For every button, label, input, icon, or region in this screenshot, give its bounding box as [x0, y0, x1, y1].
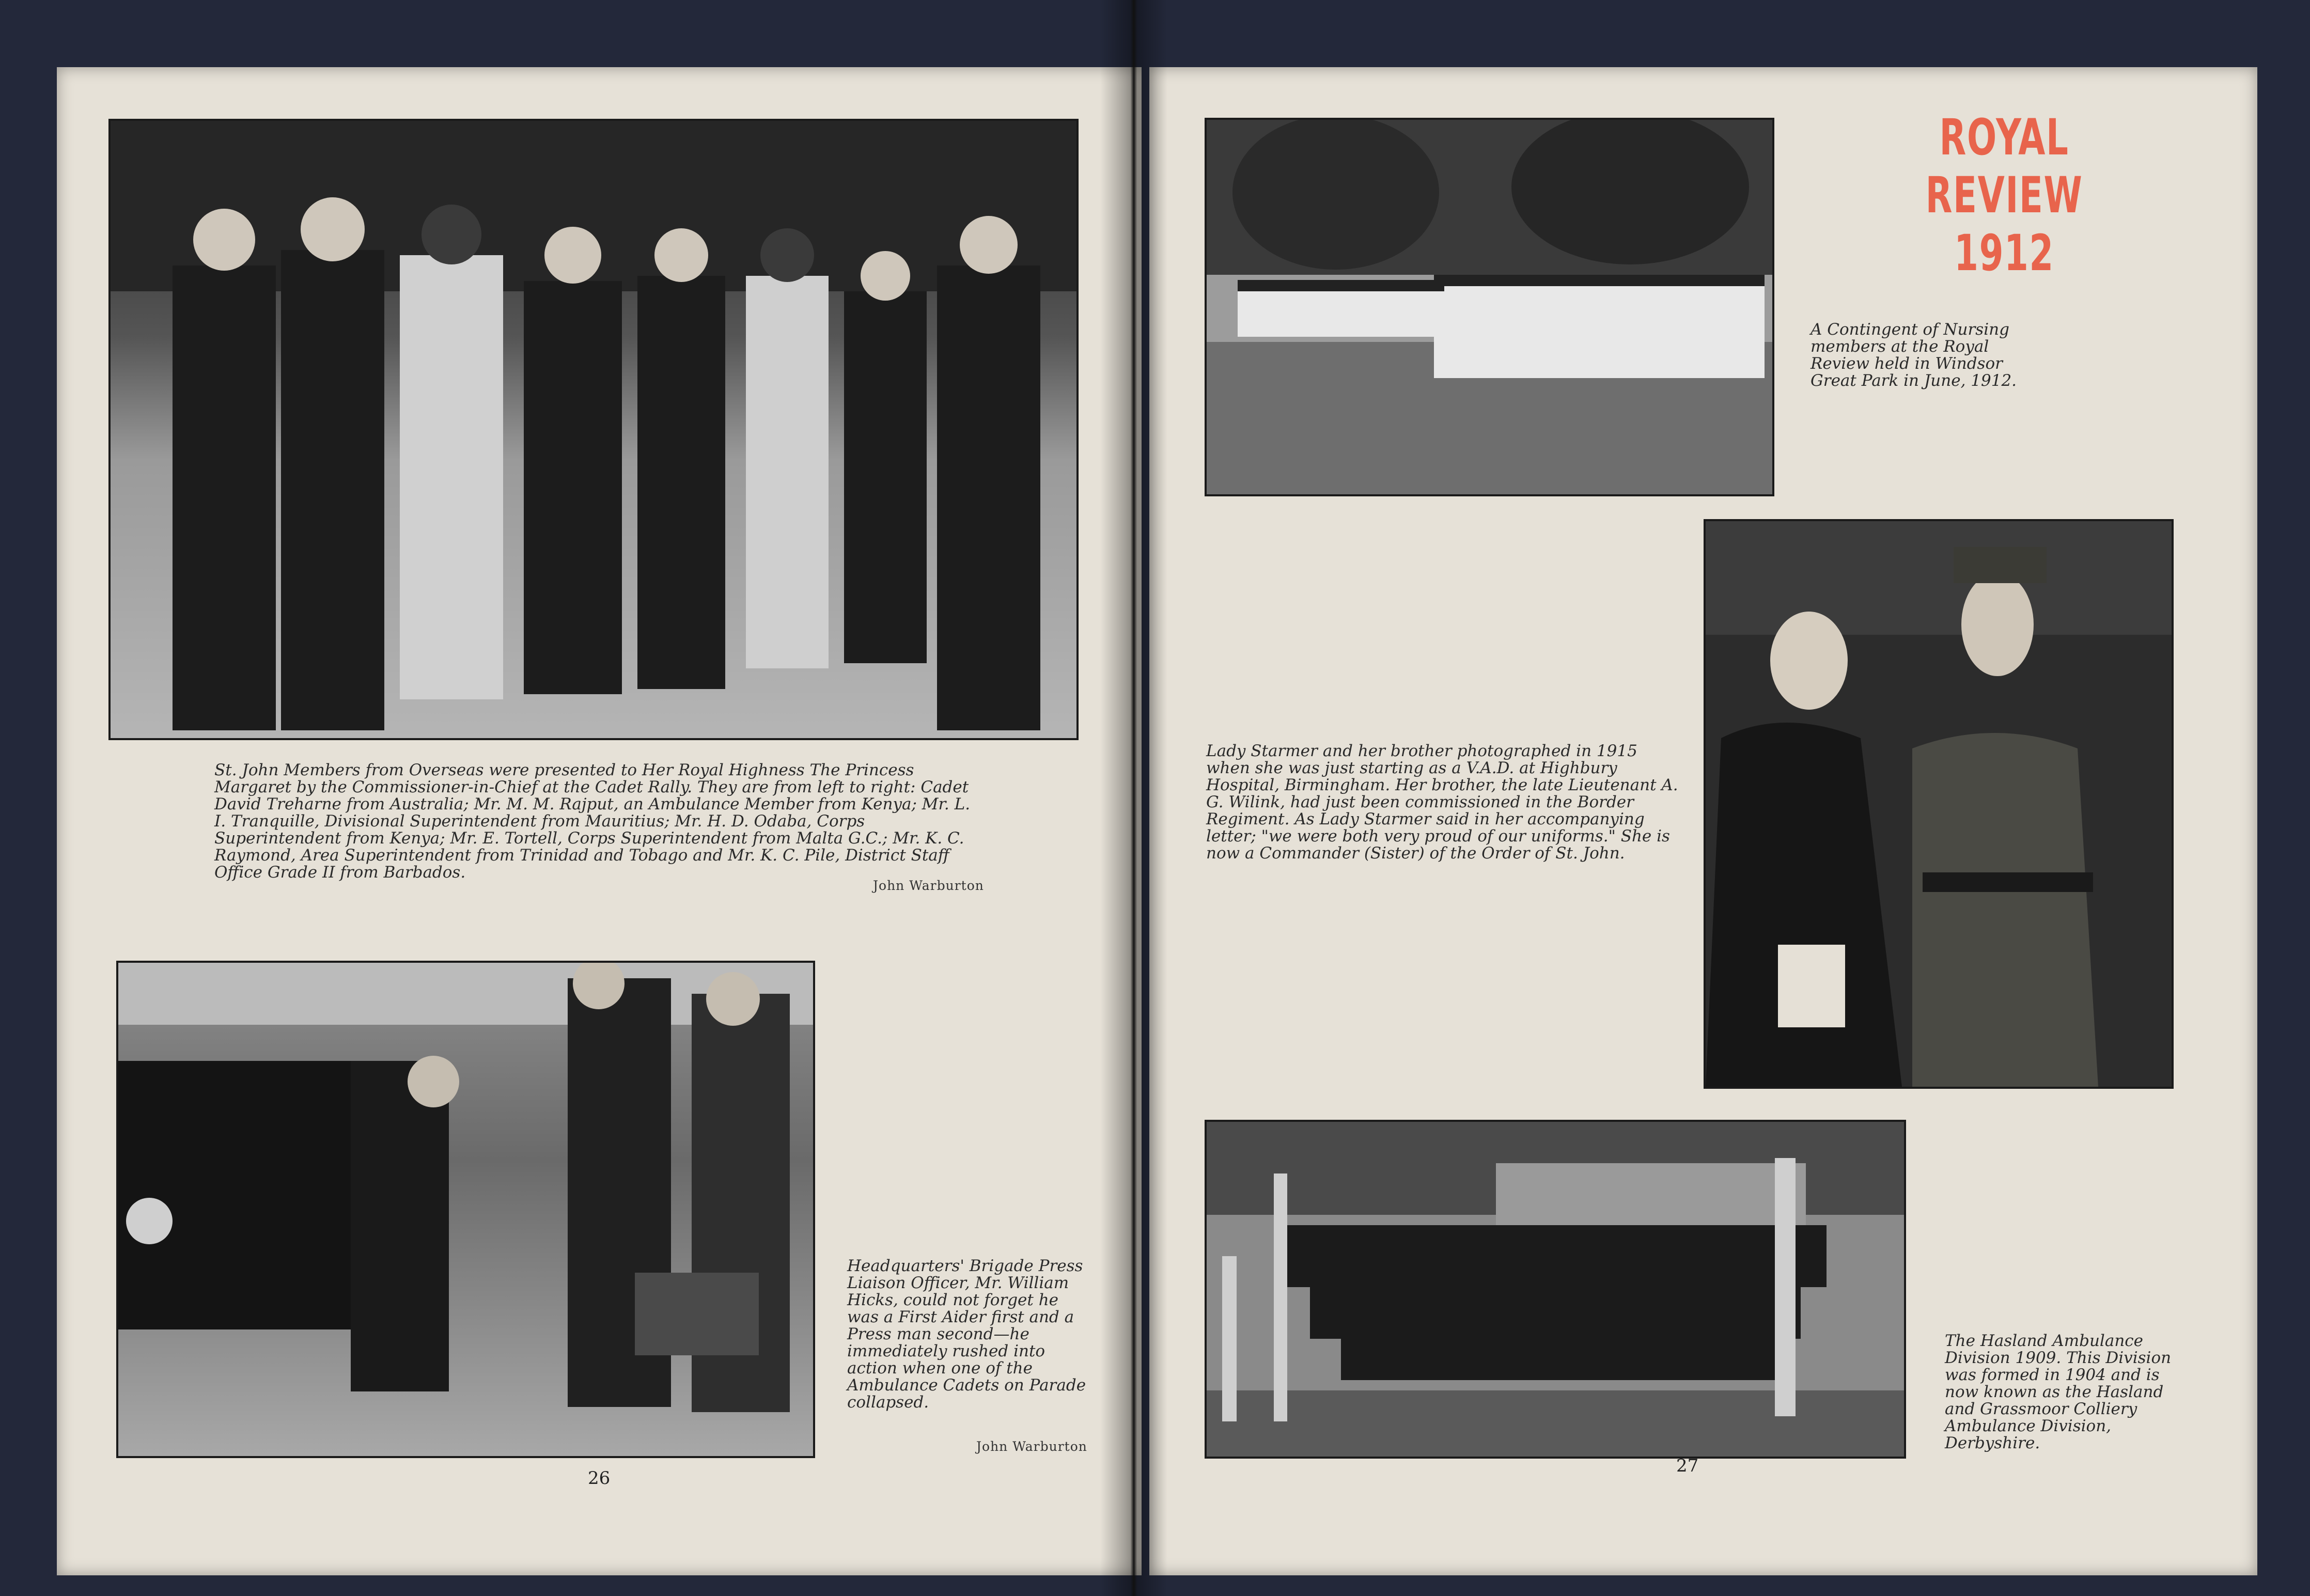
- credit-rally-presentation: John Warburton: [873, 878, 984, 893]
- caption-hasland-division: The Hasland Ambulance Division 1909. This Division was formed in 1904 and is now known as the Hasland and Grassmoor Colliery Ambulance Division, Derbyshire.: [1945, 1332, 2172, 1452]
- article-title: [1863, 108, 2145, 282]
- title-text: ROYAL REVIEW: [1925, 108, 2083, 224]
- caption-press-officer: Headquarters' Brigade Press Liaison Officer, Mr. William Hicks, could not forget he was a First Aider first and a Press man second—he immediately rushed into action when one of the Ambulance Cadets on Parade collapsed.: [847, 1257, 1086, 1412]
- photo-rally-presentation: [108, 119, 1079, 740]
- photo-lady-starmer-icon: [1706, 521, 2172, 1087]
- photo-press-officer: [116, 961, 815, 1458]
- photo-royal-review-icon: [1207, 120, 1772, 494]
- caption-lady-starmer: Lady Starmer and her brother photographed in 1915 when she was just starting as a V.A.D. at Highbury Hospital, Birmingham. Her brother, the late Lieutenant A. G. Wilink, had just been commissioned in the Border Regiment. As Lady Starmer said in her accompanying letter; "we were both very proud of our uniforms." She is now a Commander (Sister) of the Order of St. John.: [1206, 742, 1678, 863]
- photo-hasland-division: [1205, 1120, 1906, 1459]
- photo-lady-starmer: [1704, 519, 2174, 1089]
- caption-rally-presentation: St. John Members from Overseas were presented to Her Royal Highness The Princess Margaret by the Commissioner-in-Chief at the Cadet Rally. They are from left to right: Cadet David Treharne from Australia; Mr. M. M. Rajput, an Ambulance Member from Kenya; Mr. L. I. Tranquille, Divisional Superintendent from Mauritius; Mr. H. D. Odaba, Corps Superintendent from Kenya; Mr. E. Tortell, Corps Superintendent from Malta G.C.; Mr. K. C. Raymond, Area Superintendent from Trinidad and Tobago and Mr. K. C. Pile, District Staff Office Grade II from Barbados.: [214, 761, 971, 882]
- caption-royal-review: A Contingent of Nursing members at the Royal Review held in Windsor Great Park in June, 1912.: [1810, 320, 2017, 390]
- photo-hasland-division-icon: [1207, 1122, 1904, 1457]
- page-number-right: 27: [1676, 1456, 1699, 1476]
- title-year: 1912: [1954, 224, 2054, 282]
- page-number-left: 26: [588, 1468, 611, 1489]
- photo-royal-review: [1205, 118, 1774, 496]
- photo-press-officer-icon: [118, 963, 813, 1456]
- photo-rally-presentation-icon: [111, 121, 1076, 738]
- credit-press-officer: John Warburton: [976, 1439, 1087, 1454]
